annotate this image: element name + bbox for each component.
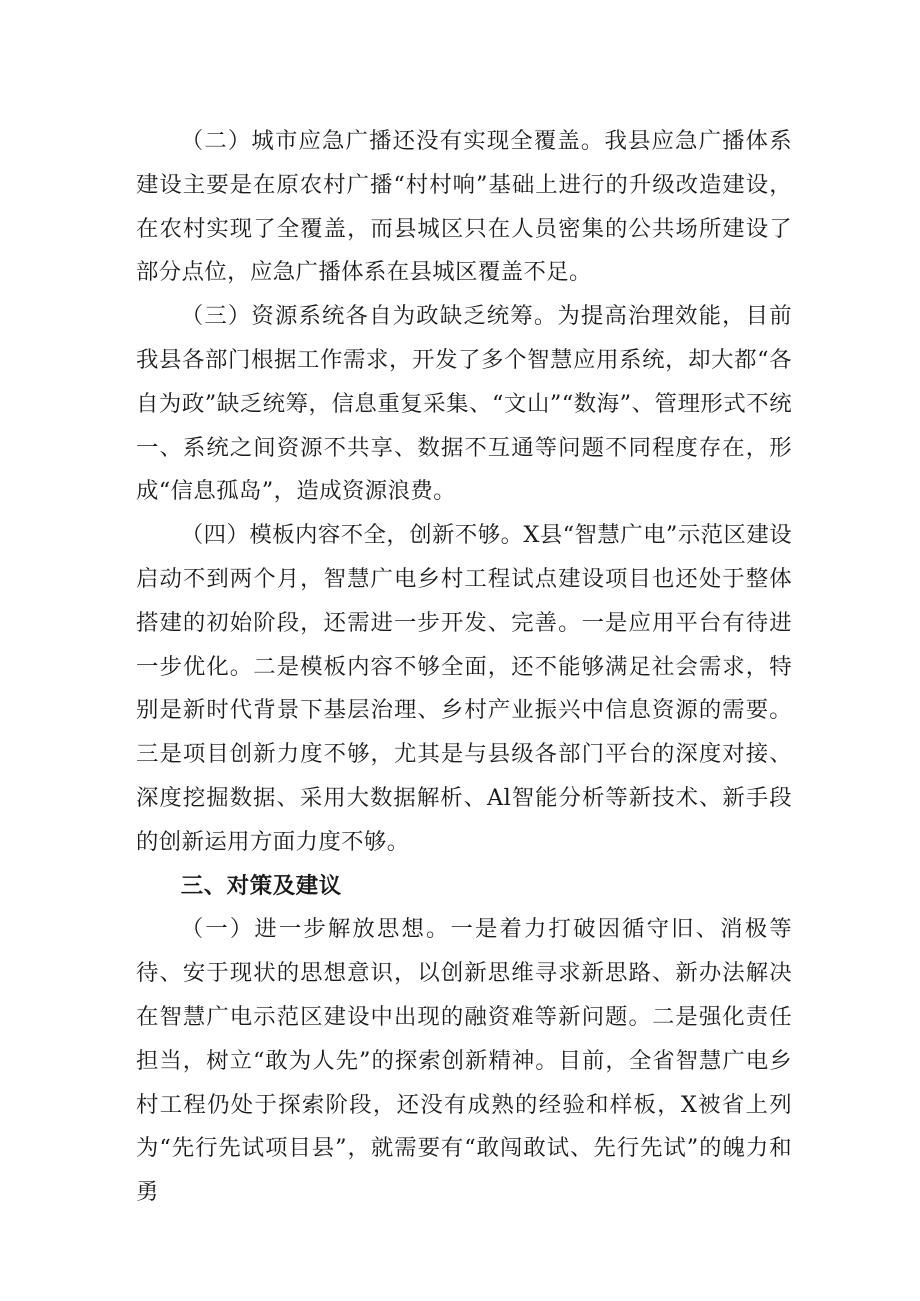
paragraph-resource-systems: （三）资源系统各自为政缺乏统筹。为提高治理效能，目前我县各部门根据工作需求，开发了多个智慧应用系统，却大都“各自为政”缺乏统筹，信息重复采集、“文山”“数海”、管理形式不统一、系统之间资源不共享、数据不互通等问题不同程度存在，形成“信息孤岛”，造成资源浪费。 (136, 303, 792, 505)
paragraph-template-content: （四）模板内容不全，创新不够。X县“智慧广电”示范区建设启动不到两个月，智慧广电乡村工程试点建设项目也还处于整体搭建的初始阶段，还需进一步开发、完善。一是应用平台有待进一步优化。二是模板内容不够全面，还不能够满足社会需求，特别是新时代背景下基层治理、乡村产业振兴中信息资源的需要。三是项目创新力度不够，尤其是与县级各部门平台的深度对接、深度挖掘数据、采用大数据解析、Al智能分析等新技术、新手段的创新运用方面力度不够。 (136, 522, 792, 855)
paragraph-emancipate-thinking: （一）进一步解放思想。一是着力打破因循守旧、消极等待、安于现状的思想意识，以创新思维寻求新思路、新办法解决在智慧广电示范区建设中出现的融资难等新问题。二是强化责任担当，树立“敢为人先”的探索创新精神。目前，全省智慧广电乡村工程仍处于探索阶段，还没有成熟的经验和样板，X被省上列为“先行先试项目县”，就需要有“敢闯敢试、先行先试”的魄力和勇 (136, 916, 792, 1206)
section-heading-countermeasures: 三、对策及建议 (180, 872, 342, 899)
document-page (136, 120, 792, 1215)
paragraph-urban-emergency-broadcast: （二）城市应急广播还没有实现全覆盖。我县应急广播体系建设主要是在原农村广播“村村响”基础上进行的升级改造建设，在农村实现了全覆盖，而县城区只在人员密集的公共场所建设了部分点位，应急广播体系在县城区覆盖不足。 (136, 128, 792, 286)
